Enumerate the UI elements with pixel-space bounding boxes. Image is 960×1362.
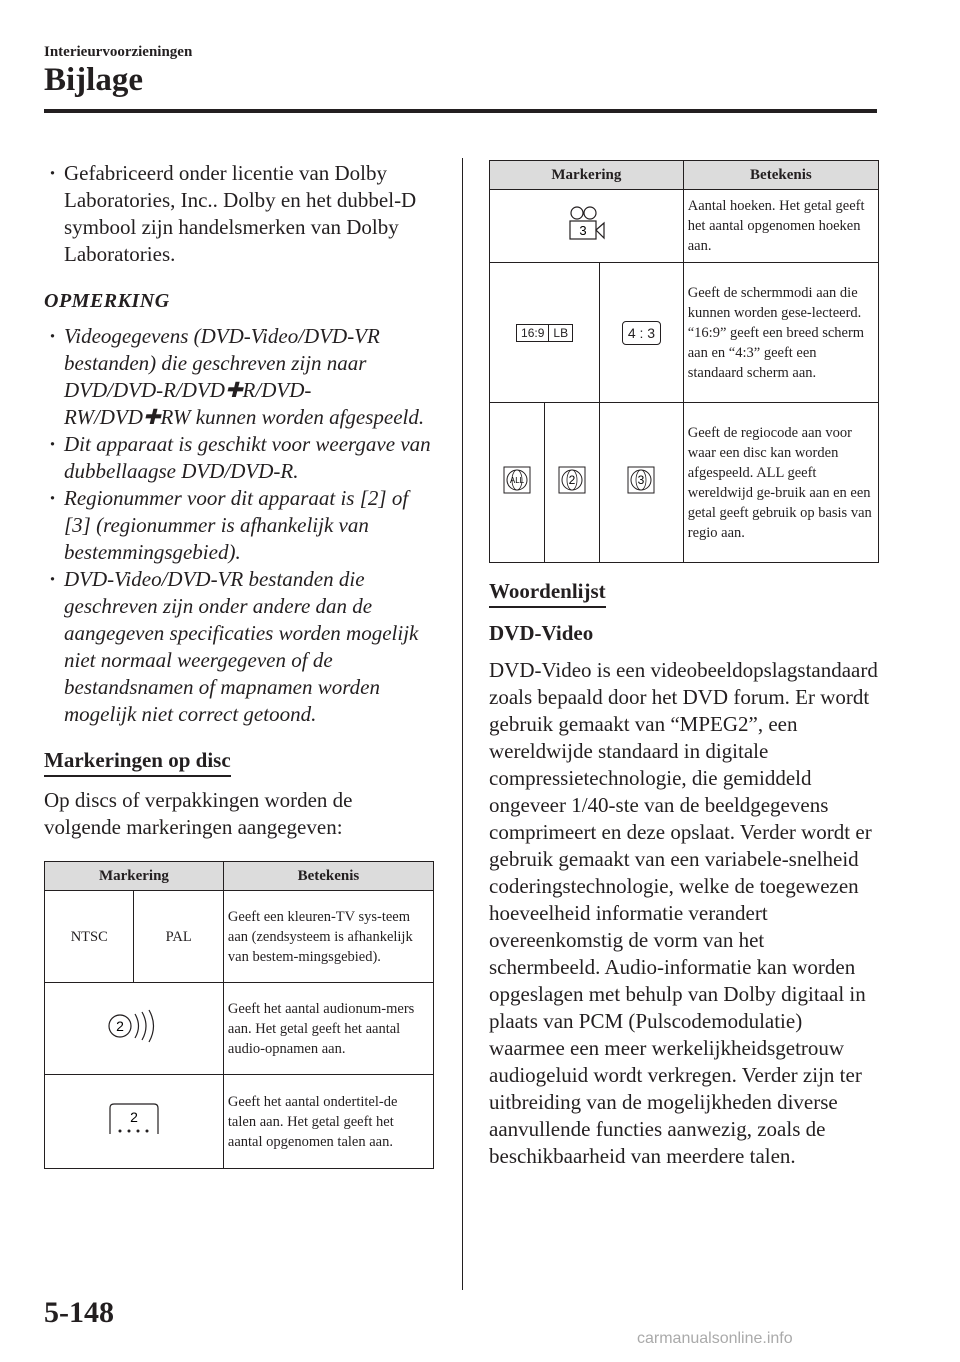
table-row — [45, 983, 434, 1075]
section-subtitle: Interieurvoorzieningen — [44, 44, 193, 60]
table-row — [45, 1075, 434, 1169]
widescreen-label: 16:9 — [517, 325, 549, 341]
region-2-icon — [545, 403, 600, 563]
subtitle-count: 2 — [130, 1108, 138, 1125]
glossary-definition: DVD-Video is een videobeeldopslagstandaard zoals bepaald door het DVD forum. Er wordt gebruik gemaakt van “MPEG2”, een wereldwijde standaard in digitale compressietechnologie, die gemiddeld ongeveer 1/40-ste van de beeldgegevens comprimeert en deze opslaat. Verder wordt er gebruik gemaakt van een variabele-snelheid coderingstechnologie, welke de toegewezen hoeveelheid informatie verandert overeenkomstig de vorm van het schermbeeld. Audio-informatie kan worden opgeslagen met behulp van Dolby digitaal in plaats van PCM (Pulscodemodulatie) waarmee een meer werkelijkheidsgetrouw audiogeluid wordt verkregen. Verder zijn ter uitbreiding van de mogelijkheden diverse aanvullende functies aanwezig, zoals de beschikbaarheid van meerdere talen. — [489, 658, 878, 1168]
page-number: 5-148 — [44, 1296, 114, 1329]
column-divider — [462, 158, 463, 1290]
right-column — [489, 160, 879, 1170]
standard-screen-mark — [600, 263, 684, 403]
marks-heading: Markeringen op disc — [44, 748, 231, 777]
audio-tracks-icon — [45, 983, 224, 1075]
region-all-label: ALL — [509, 475, 525, 485]
left-column — [44, 160, 434, 1169]
column-header-mark: Markering — [45, 862, 224, 891]
column-header-meaning: Betekenis — [223, 862, 433, 891]
table-row — [490, 263, 879, 403]
note-title: OPMERKING — [44, 290, 170, 312]
glossary-heading: Woordenlijst — [489, 579, 606, 608]
widescreen-mark — [490, 263, 600, 403]
meaning-cell: Geeft het aantal audionum-mers aan. Het getal geeft het aantal audio-opnamen aan. — [223, 983, 433, 1075]
table-row — [490, 403, 879, 563]
subtitle-icon — [45, 1075, 224, 1169]
column-header-mark: Markering — [490, 161, 684, 190]
pal-mark: PAL — [134, 891, 223, 983]
section-title: Bijlage — [44, 62, 143, 98]
marks-table-left — [44, 861, 434, 1169]
angle-count: 3 — [579, 223, 587, 238]
dolby-bullet: · Gefabriceerd onder licentie van Dolby Laboratories, Inc.. Dolby en het dubbel-D symbool zijn handelsmerken van Dolby Laboratories. — [44, 160, 434, 268]
table-row — [490, 190, 879, 263]
region-all-icon — [490, 403, 545, 563]
note-item: · DVD-Video/DVD-VR bestanden die geschreven zijn onder andere dan de aangegeven specificaties worden mogelijk niet normaal weergegeven of de bestandsnamen of mapnamen worden mogelijk niet correct getoond. — [44, 566, 434, 728]
note-item: · Regionummer voor dit apparaat is [2] of [3] (regionummer is afhankelijk van bestemmingsgebied). — [44, 485, 434, 566]
note-item: · Videogegevens (DVD-Video/DVD-VR bestanden) die geschreven zijn naar DVD/DVD-R/DVD✚R/DVD-RW/DVD✚RW kunnen worden afgespeeld. — [44, 323, 434, 431]
column-header-meaning: Betekenis — [683, 161, 878, 190]
meaning-cell: Aantal hoeken. Het getal geeft het aantal opgenomen hoeken aan. — [683, 190, 878, 263]
note-item: · Dit apparaat is geschikt voor weergave van dubbellaagse DVD/DVD-R. — [44, 431, 434, 485]
ntsc-mark: NTSC — [45, 891, 134, 983]
region-3-icon — [600, 403, 684, 563]
meaning-cell: Geeft het aantal ondertitel-de talen aan. Het getal geeft het aantal opgenomen talen aan. — [223, 1075, 433, 1169]
region-3-label: 3 — [638, 472, 645, 487]
table-row — [45, 891, 434, 983]
meaning-cell: Geeft de regiocode aan voor waar een disc kan worden afgespeeld. ALL geeft wereldwijd ge-bruik aan en een getal geeft gebruik op basis van regio aan. — [683, 403, 878, 563]
region-2-label: 2 — [568, 472, 576, 487]
meaning-cell: Geeft een kleuren-TV sys-teem aan (zendsysteem is afhankelijk van bestem-mingsgebied). — [223, 891, 433, 983]
glossary-term: DVD-Video — [489, 621, 594, 645]
marks-table-right — [489, 160, 879, 563]
letterbox-label: LB — [553, 325, 569, 340]
angles-icon — [490, 190, 684, 263]
meaning-cell: Geeft de schermmodi aan die kunnen worden gese-lecteerd. “16:9” geeft een breed scherm aan en “4:3” geeft een standaard scherm aan. — [683, 263, 878, 403]
footer-watermark: carmanualsonline.info — [637, 1330, 793, 1347]
audio-count: 2 — [116, 1017, 124, 1034]
header-rule — [44, 109, 877, 113]
standard-screen-label: 4 : 3 — [622, 321, 661, 345]
marks-intro: Op discs of verpakkingen worden de volgende markeringen aangegeven: — [44, 788, 353, 839]
